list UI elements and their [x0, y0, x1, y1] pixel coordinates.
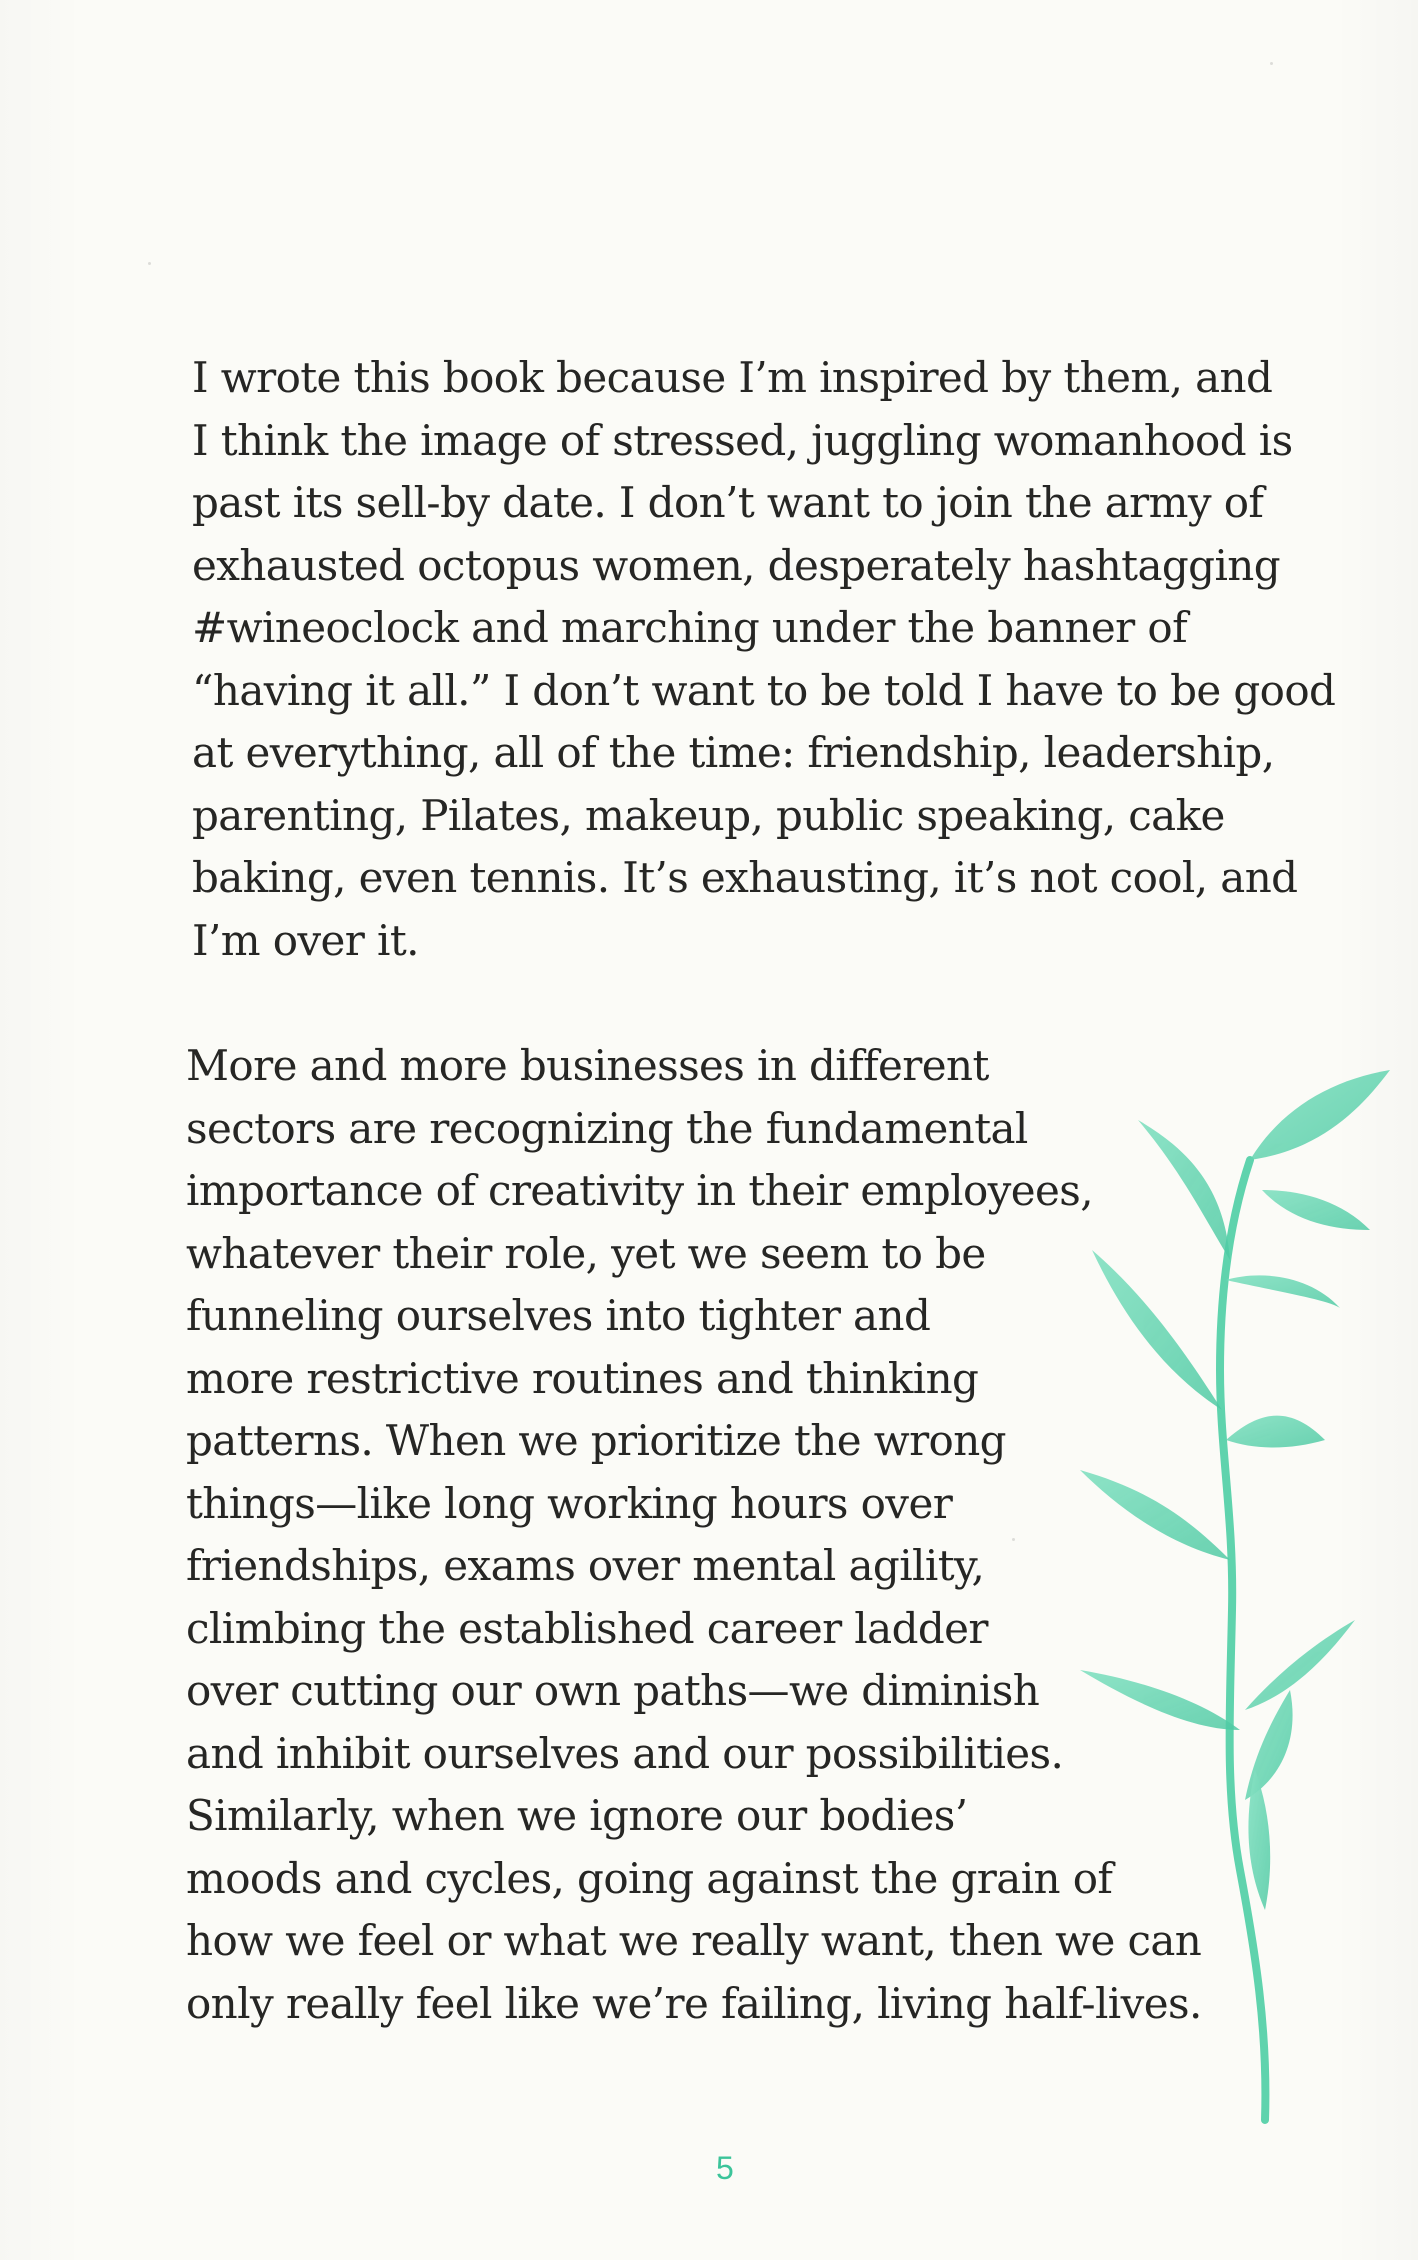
- leaf: [1245, 1620, 1355, 1710]
- text-line: only really feel like we’re failing, living half-lives.: [186, 1978, 1202, 2028]
- leaf: [1250, 1070, 1390, 1160]
- paragraph-1: [192, 347, 1335, 972]
- text-line: “having it all.” I don’t want to be told I have to be good: [192, 665, 1336, 715]
- leaf: [1248, 1770, 1270, 1910]
- text-line: how we feel or what we really want, then we can: [186, 1916, 1202, 1965]
- text-line: and inhibit ourselves and our possibilities.: [186, 1728, 1064, 1778]
- text-line: #wineoclock and marching under the banner of: [192, 603, 1188, 652]
- leaf: [1138, 1120, 1230, 1260]
- text-line: friendships, exams over mental agility,: [186, 1541, 985, 1590]
- text-line: I think the image of stressed, juggling womanhood is: [192, 415, 1293, 465]
- text-line: I wrote this book because I’m inspired by them, and: [192, 353, 1273, 402]
- leaf: [1080, 1470, 1230, 1560]
- paper-speck: [148, 262, 151, 265]
- text-line: patterns. When we prioritize the wrong: [186, 1416, 1006, 1465]
- text-line: parenting, Pilates, makeup, public speaking, cake: [192, 790, 1225, 840]
- text-line: I’m over it.: [192, 915, 419, 965]
- leaf: [1262, 1190, 1370, 1230]
- text-line: over cutting our own paths—we diminish: [186, 1666, 1040, 1715]
- plant-stem: [1220, 1160, 1265, 2120]
- leafy-branch-icon: [1040, 1050, 1410, 2130]
- text-line: importance of creativity in their employees,: [186, 1166, 1094, 1215]
- text-line: baking, even tennis. It’s exhausting, it’s not cool, and: [192, 853, 1298, 902]
- text-line: funneling ourselves into tighter and: [186, 1291, 931, 1340]
- text-line: exhausted octopus women, desperately hashtagging: [192, 540, 1281, 590]
- paper-speck: [1012, 1538, 1015, 1541]
- text-line: moods and cycles, going against the grain of: [186, 1853, 1113, 1903]
- page-number: 5: [716, 2150, 734, 2186]
- text-line: more restrictive routines and thinking: [186, 1353, 979, 1403]
- leaf: [1226, 1275, 1340, 1308]
- text-line: whatever their role, yet we seem to be: [186, 1228, 986, 1278]
- text-line: More and more businesses in different: [186, 1041, 989, 1090]
- text-line: climbing the established career ladder: [186, 1603, 988, 1653]
- text-line: sectors are recognizing the fundamental: [186, 1103, 1028, 1153]
- text-line: things—like long working hours over: [186, 1478, 953, 1528]
- text-line: past its sell-by date. I don’t want to join the army of: [192, 478, 1264, 527]
- paper-speck: [1270, 62, 1273, 65]
- leaf: [1092, 1250, 1222, 1410]
- leaf: [1226, 1416, 1325, 1448]
- text-line: at everything, all of the time: friendship, leadership,: [192, 728, 1275, 777]
- text-line: Similarly, when we ignore our bodies’: [186, 1791, 968, 1840]
- leaf: [1080, 1670, 1240, 1730]
